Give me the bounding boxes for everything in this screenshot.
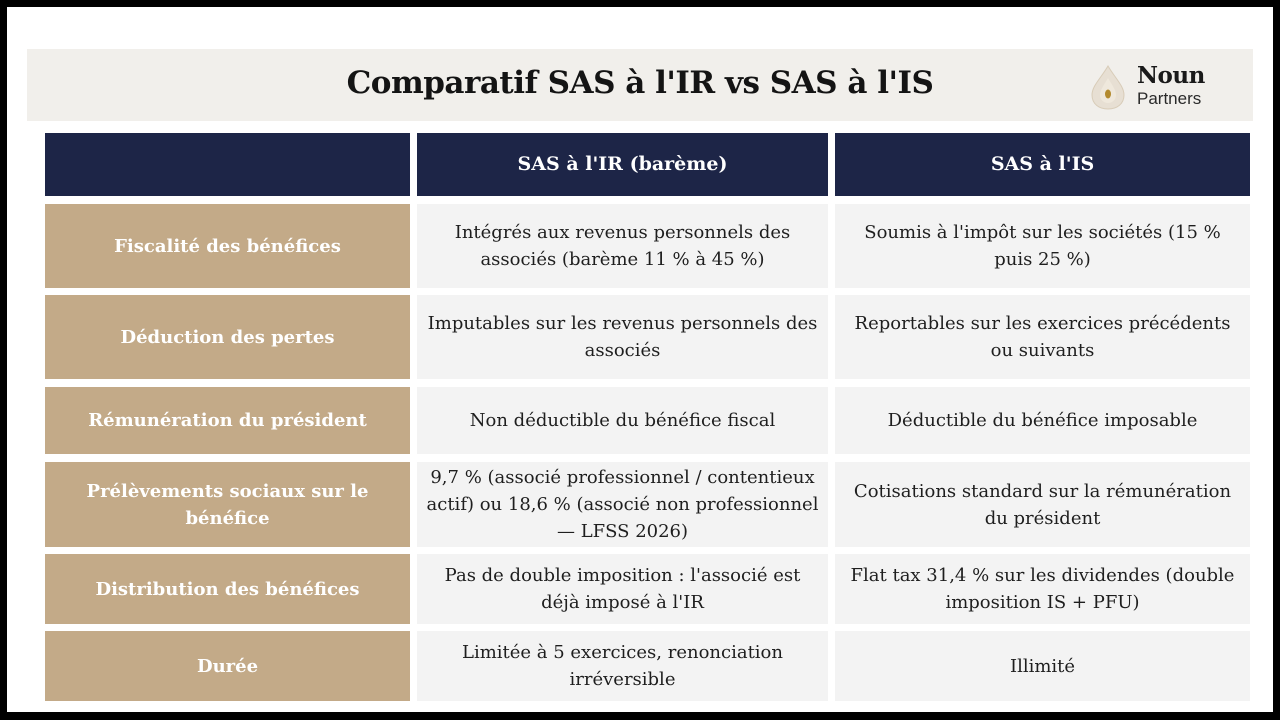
row-label-prelevements: Prélèvements sociaux sur le bénéfice — [45, 462, 410, 547]
cell-is-remuneration: Déductible du bénéfice imposable — [835, 387, 1250, 454]
row-label-fiscalite: Fiscalité des bénéfices — [45, 204, 410, 288]
cell-is-distribution: Flat tax 31,4 % sur les dividendes (double imposition IS + PFU) — [835, 554, 1250, 624]
page-title: Comparatif SAS à l'IR vs SAS à l'IS — [346, 65, 934, 101]
slide-frame — [7, 7, 1273, 712]
logo — [1089, 61, 1229, 111]
cell-ir-deduction: Imputables sur les revenus personnels des associés — [417, 295, 828, 379]
cell-ir-prelevements: 9,7 % (associé professionnel / contentieux actif) ou 18,6 % (associé non professionnel — LFSS 2026) — [417, 462, 828, 547]
row-label-distribution: Distribution des bénéfices — [45, 554, 410, 624]
table-header-ir: SAS à l'IR (barème) — [417, 133, 828, 196]
row-label-deduction: Déduction des pertes — [45, 295, 410, 379]
cell-ir-duree: Limitée à 5 exercices, renonciation irréversible — [417, 631, 828, 701]
header-bar — [27, 49, 1253, 121]
cell-ir-fiscalite: Intégrés aux revenus personnels des associés (barème 11 % à 45 %) — [417, 204, 828, 288]
logo-text-partners: Partners — [1137, 89, 1202, 108]
cell-ir-distribution: Pas de double imposition : l'associé est déjà imposé à l'IR — [417, 554, 828, 624]
cell-is-fiscalite: Soumis à l'impôt sur les sociétés (15 % puis 25 %) — [835, 204, 1250, 288]
table-header-empty — [45, 133, 410, 196]
row-label-remuneration: Rémunération du président — [45, 387, 410, 454]
cell-is-duree: Illimité — [835, 631, 1250, 701]
table-header-is: SAS à l'IS — [835, 133, 1250, 196]
cell-ir-remuneration: Non déductible du bénéfice fiscal — [417, 387, 828, 454]
cell-is-deduction: Reportables sur les exercices précédents ou suivants — [835, 295, 1250, 379]
row-label-duree: Durée — [45, 631, 410, 701]
logo-text-noun: Noun — [1137, 62, 1205, 89]
water-drop-icon — [1089, 64, 1127, 110]
cell-is-prelevements: Cotisations standard sur la rémunération du président — [835, 462, 1250, 547]
